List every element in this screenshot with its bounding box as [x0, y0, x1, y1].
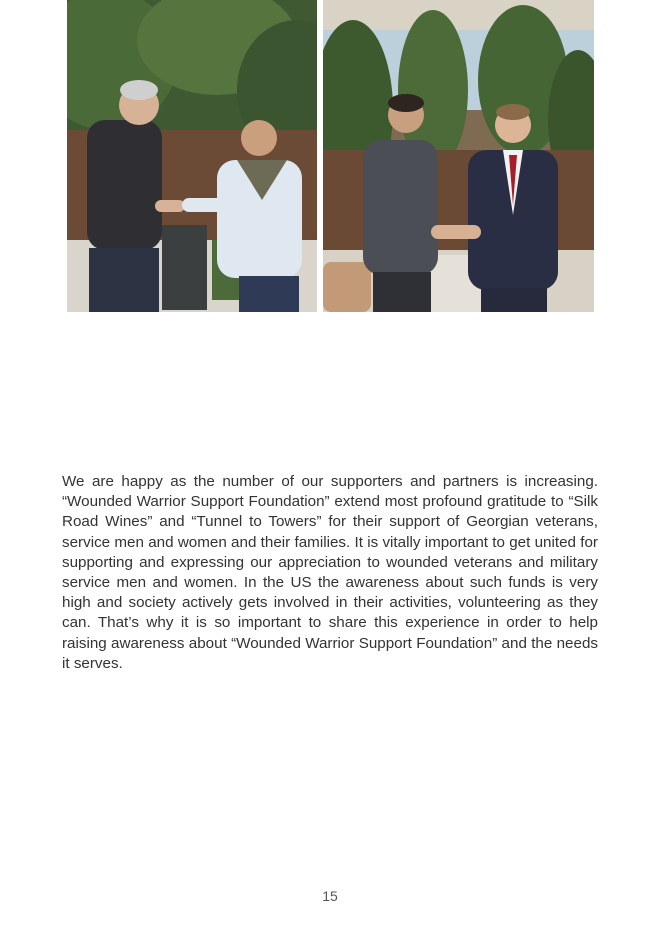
- photo-handshake-right-icon: [323, 0, 594, 312]
- body-paragraph: We are happy as the number of our supporters and partners is increasing. “Wounded Warrior Support Foundation” extend most profound gratitude to “Silk Road Wines” and “Tunnel to Towers” for their support of Georgian veterans, service men and women and their families. It is vitally important to get united for supporting and expressing our appreciation to wounded veterans and military service men and women. In the US the awareness about such funds is very high and society actively gets involved in their activities, volunteering as they can. That’s why it is so important to share this experience in order to help raising awareness about “Wounded Warrior Support Foundation” and the needs it serves.: [62, 473, 598, 672]
- page-number: 15: [322, 888, 338, 904]
- photo-handshake-left-icon: [67, 0, 317, 312]
- photo-left: [67, 0, 317, 312]
- photo-right: [323, 0, 594, 312]
